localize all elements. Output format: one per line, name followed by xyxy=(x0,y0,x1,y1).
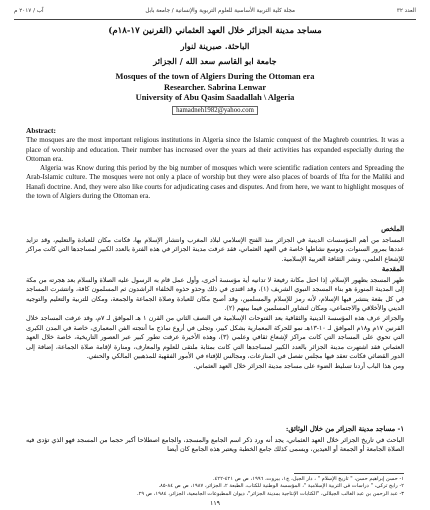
introduction-paragraph-2: والجزائر عرف هذه المؤسسة الدينية والثقافية بعد الفتوحات الإسلامية في النصف الثاني من القرن ١ هـ الموافق لـ ٧م، وقد عرفت المساجد خلال القرنين ١٧م و١٨م الموافق لـ ١٠-١٣هـ نمو للحركة المعمارية بشكل كبير، وتجلى في أروع نماذج ما أنتجته الفن المعماري، خاصة في المدن الكبرى التي تحوي على المساجد التي كانت مراكز لإشعاع ثقافي وعلمي (٣)، وهذه الأخيرة عرفت تطور كبير عبر العصور التاريخية، خاصة خلال العهد العثماني فقد اشتهرت مدينة الجزائر بالعدد الكبير لمساجدها التي كانت بمثابة ملتقى للعلوم والمعارف، ومنارة لإقامة صلاة الجماعة، إضافة إلى الدور القضائي فكانت تعقد فيها مجلس تفصل في المنازعات، ومجالس للإفتاء في الأمور الفقهية للمذهبين المالكي والحنفي. xyxy=(26,314,404,361)
footnote-1: ١- حسن إبراهيم حسن، " تاريخ الإسلام " ، دار الجيل، ج١، بيروت، ١٩٩٦، ص ص ٤٢١-٤٢٢. xyxy=(212,476,404,482)
footnotes xyxy=(26,476,404,498)
arabic-summary xyxy=(26,225,404,264)
english-title-line-1: Mosques of the town of Algiers During the Ottoman era xyxy=(115,72,315,81)
abstract-paragraph-2: Algeria was Know during this period by the big number of mosques which were scientific radiation centers and Spreading the Arab-Islamic culture. The mosques were not only a place of worship but they were also places of boards of Ifta for the Maliki and Hanafi doctrine. And, they were also like courts for adjudicating cases and disputes. And from here, we want to highlight mosques of the town of Algiers during the Ottoman era. xyxy=(26,164,404,201)
footnote-2: ٢- رابح تركي، " دراسات في التربية الإسلامية "، المؤسسة الوطنية للكتاب، الطبعة ٢، الجزائر، ١٩٨٧، ص ص ٨٤-٨٥. xyxy=(158,483,404,490)
issue-number: العدد ٣٢ xyxy=(396,8,416,14)
introduction-paragraph-3: ومن هذا الباب أردنا تسليط الضوء على مساجد مدينة الجزائر خلال العهد العثماني. xyxy=(193,362,404,370)
introduction-section xyxy=(26,265,404,372)
section-1-heading: ١- مساجد مدينة الجزائر من خلال الوثائق: xyxy=(285,425,404,433)
section-1-paragraph: الباحث في تاريخ الجزائر خلال العهد العثماني، يجد أنه ورد ذكر اسم الجامع والمسجد، والجامع اصطلاحا أكبر حجما من المسجد فهو الذي تؤدى فيه الصلاة الجامعة أو الجمعة أو العيدين، ويسمى كذلك جامع الخطبة ويعتبر هذه الجامع كان أيضا xyxy=(26,436,404,454)
abstract-heading: Abstract: xyxy=(26,126,56,135)
issue-date: آب / ٢٠١٧ م xyxy=(14,8,44,14)
english-university-line: University of Abu Qasim Saadallah \ Algeria xyxy=(135,93,295,102)
arabic-author: الباحثة. صبرينة لنوار xyxy=(180,41,250,51)
arabic-title: مساجد مدينة الجزائر خلال العهد العثماني (القرنين ١٧-١٨م) xyxy=(108,26,322,36)
page-number: ١١٩ xyxy=(210,500,220,507)
journal-name: مجلة كلية التربية الأساسية للعلوم التربوية والإنسانية / جامعة بابل xyxy=(145,8,296,14)
author-email[interactable] xyxy=(20,107,410,114)
running-header xyxy=(14,5,416,17)
abstract-paragraph-1: The mosques are the most important religious institutions in Algeria since the Islamic conquest of the Maghreb countries. It was a place of worship and education. Their number has increased over the years ad their activities has expanded especially during the Ottoman era. xyxy=(26,136,404,163)
author-email-text[interactable]: hamadneh1982@yahoo.com xyxy=(172,106,258,115)
arabic-university: جامعة ابو القاسم سعد الله / الجزائر xyxy=(153,56,277,66)
footnote-rule xyxy=(294,473,404,474)
title-block xyxy=(20,26,410,114)
summary-heading: الملخص xyxy=(381,225,404,233)
introduction-heading: المقدمة xyxy=(381,265,404,273)
section-1 xyxy=(26,425,404,455)
english-abstract xyxy=(26,126,404,201)
footnote-3: ٣- عبد الرحمن بن عبد الغالب الجيلالي، "الكتابات الإنتاجية بمدينة الجزائر"، ديوان المطبوعات الجامعية، الجزائر، ١٩٨٤، ص ٢٩. xyxy=(136,490,404,497)
english-author-line: Researcher. Sabrina Lenwar xyxy=(163,82,267,92)
introduction-paragraph-1: ظهر المسجد بظهور الإسلام، إذا احتل مكانة رفيعة لا تدانيه أية مؤسسة أخرى، وأول عمل قام به الرسول عليه الصلاة والسلام بعد هجرته من مكة إلى المدينة المنورة هو بناء المسجد النبوي الشريف (١)، وقد اقتدى في ذلك وحذو حذوه الخلفاء الراشدون ثم المسلمون كافة، وانتشرت المساجد في كل بقعة ينتشر فيها الإسلام، لأنه رمز للإسلام والمسلمين، وقد أصبح مكان للعبادة وصلاة الجماعة والجمعة، ومكان للتربية والتعليم والتوجيه الديني والأخلاقي والاجتماعي، ومكان لتشاور المسلمين فيما بينهم (٢). xyxy=(26,276,404,313)
summary-paragraph: المساجد من أهم المؤسسات الدينية في الجزائر منذ الفتح الإسلامي لبلاد المغرب وانتشار الإسلام بها، فكانت مكان للعبادة والتعليم، وقد تزايد عددها بمرور السنوات، وتوسع نشاطها خاصة في العهد العثماني، فقد عرفت مدينة الجزائر في هذه الفترة بالعدد الكبير لمساجدها التي كانت مراكز للإشعاع العلمي، ونشر الثقافة العربية الإسلامية. xyxy=(26,236,404,263)
header-rule xyxy=(14,19,416,20)
